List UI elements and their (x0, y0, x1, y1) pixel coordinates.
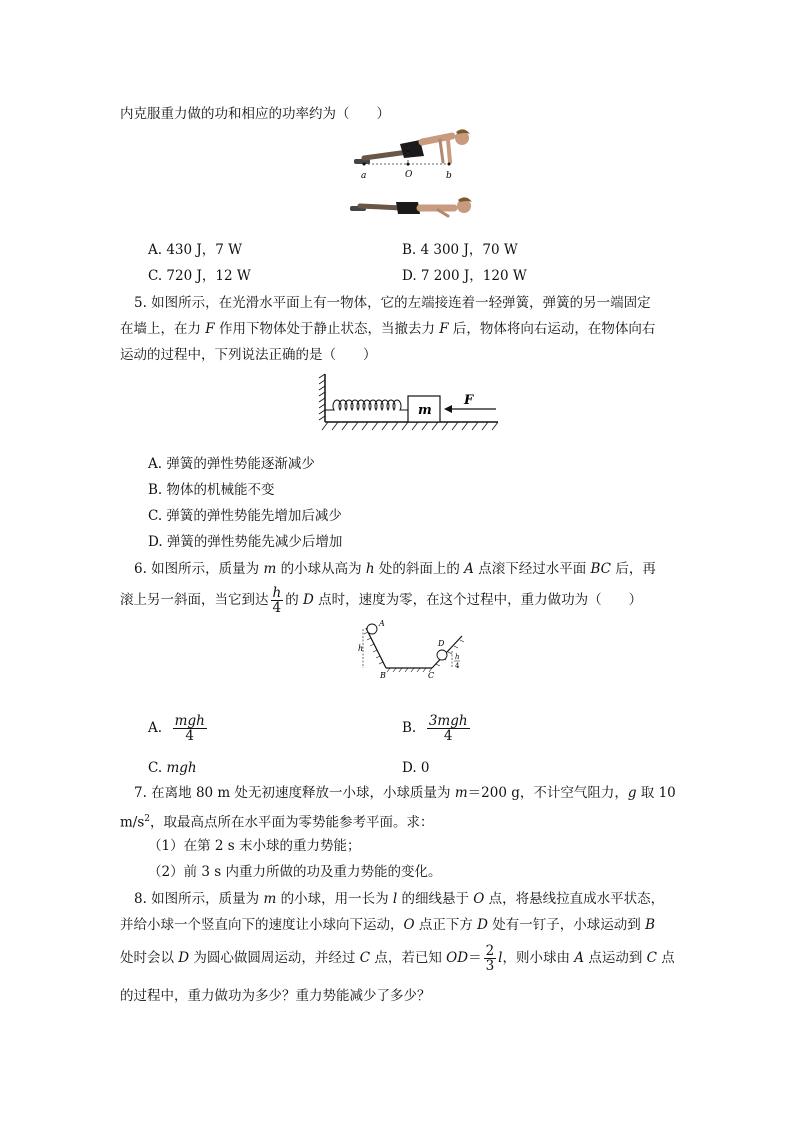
q8-line1: 8. 如图所示，质量为 m 的小球，用一长为 l 的细线悬于 O 点，将悬线拉直成水平状态， (134, 891, 665, 907)
q7-sub2: （2）前 3 s 内重力所做的功及重力势能的变化。 (148, 864, 442, 880)
q6-line1: 6. 如图所示，质量为 m 的小球从高为 h 处的斜面上的 A 点滚下经过水平面 BC 后，再 (134, 561, 656, 577)
q5-line1: 5. 如图所示，在光滑水平面上有一物体，它的左端接连着一轻弹簧，弹簧的另一端固定 (134, 295, 651, 311)
incline-label-a: A (379, 619, 385, 628)
incline-label-h4-num: h (455, 653, 460, 661)
q8-fraction-2-3: $\frac{2}{3}$ (485, 943, 495, 974)
q6-line2: 滚上另一斜面，当它到达 $\frac{h}{4}$ 的 D 点时，速度为零，在这个过程中，重力做功为（ ） (120, 585, 643, 616)
q8-line3: 处时会以 D 为圆心做圆周运动，并经过 C 点，若已知 OD＝ $\frac{2}{3}$ l，则小球由 A 点运动到 C 点 (120, 943, 675, 974)
spring-figure (318, 372, 502, 436)
q5-line3: 运动的过程中，下列说法正确的是（ ） (120, 347, 377, 363)
q6-option-c: C. mgh (148, 760, 197, 776)
incline-label-c: C (428, 671, 435, 680)
block-label-m: m (418, 403, 432, 418)
q4-option-c: C. 720 J，12 W (148, 268, 251, 284)
q4-stem-tail: 内克服重力做的功和相应的功率约为（ ） (120, 106, 390, 122)
q6-fraction-h-over-4: $\frac{h}{4}$ (272, 585, 282, 616)
incline-figure (352, 618, 472, 680)
incline-label-h4-den: 4 (455, 662, 460, 670)
incline-label-b: B (380, 671, 386, 680)
q7-line1: 7. 在离地 80 m 处无初速度释放一小球，小球质量为 m＝200 g，不计空气阻力，g 取 10 (134, 785, 676, 801)
pushup-figure (348, 122, 478, 232)
pushup-label-b: b (446, 171, 452, 181)
q7-sub1: （1）在第 2 s 末小球的重力势能； (148, 838, 361, 854)
q4-option-a: A. 430 J，7 W (148, 242, 243, 258)
pushup-up-person (354, 129, 470, 164)
q5-line2: 在墙上，在力 F 作用下物体处于静止状态，当撤去力 F 后，物体将向右运动，在物体向右 (120, 321, 656, 337)
incline-label-d: D (438, 639, 445, 648)
q5-option-c: C. 弹簧的弹性势能先增加后减少 (148, 508, 342, 524)
q6-option-a: A. $\frac{\text{mgh}}{4}$ (148, 713, 205, 744)
pushup-label-a: a (361, 171, 367, 181)
pushup-label-o: O (405, 170, 413, 180)
q6-option-b: B. $\frac{\text{3mgh}}{4}$ (402, 713, 468, 744)
q8-line4: 的过程中，重力做功为多少？重力势能减少了多少？ (120, 988, 431, 1004)
spring-coil (325, 400, 408, 410)
q5-option-d: D. 弹簧的弹性势能先减少后增加 (148, 534, 343, 550)
q4-option-d: D. 7 200 J，120 W (402, 268, 527, 284)
ball-a (367, 624, 377, 634)
q6-option-d: D. 0 (402, 760, 430, 776)
q7-line2: $m/s^2$，取最高点所在水平面为零势能参考平面。求： (120, 814, 434, 831)
incline-label-h: h (358, 644, 364, 653)
q4-option-b: B. 4 300 J，70 W (402, 242, 518, 258)
ball-d (437, 650, 447, 660)
q5-option-b: B. 物体的机械能不变 (148, 482, 275, 498)
q5-option-a: A. 弹簧的弹性势能逐渐减少 (148, 456, 315, 472)
force-label-f: F (464, 393, 474, 408)
q8-line2: 并给小球一个竖直向下的速度让小球向下运动，O 点正下方 D 处有一钉子，小球运动到 B (120, 917, 656, 933)
pushup-down-person (350, 197, 472, 216)
